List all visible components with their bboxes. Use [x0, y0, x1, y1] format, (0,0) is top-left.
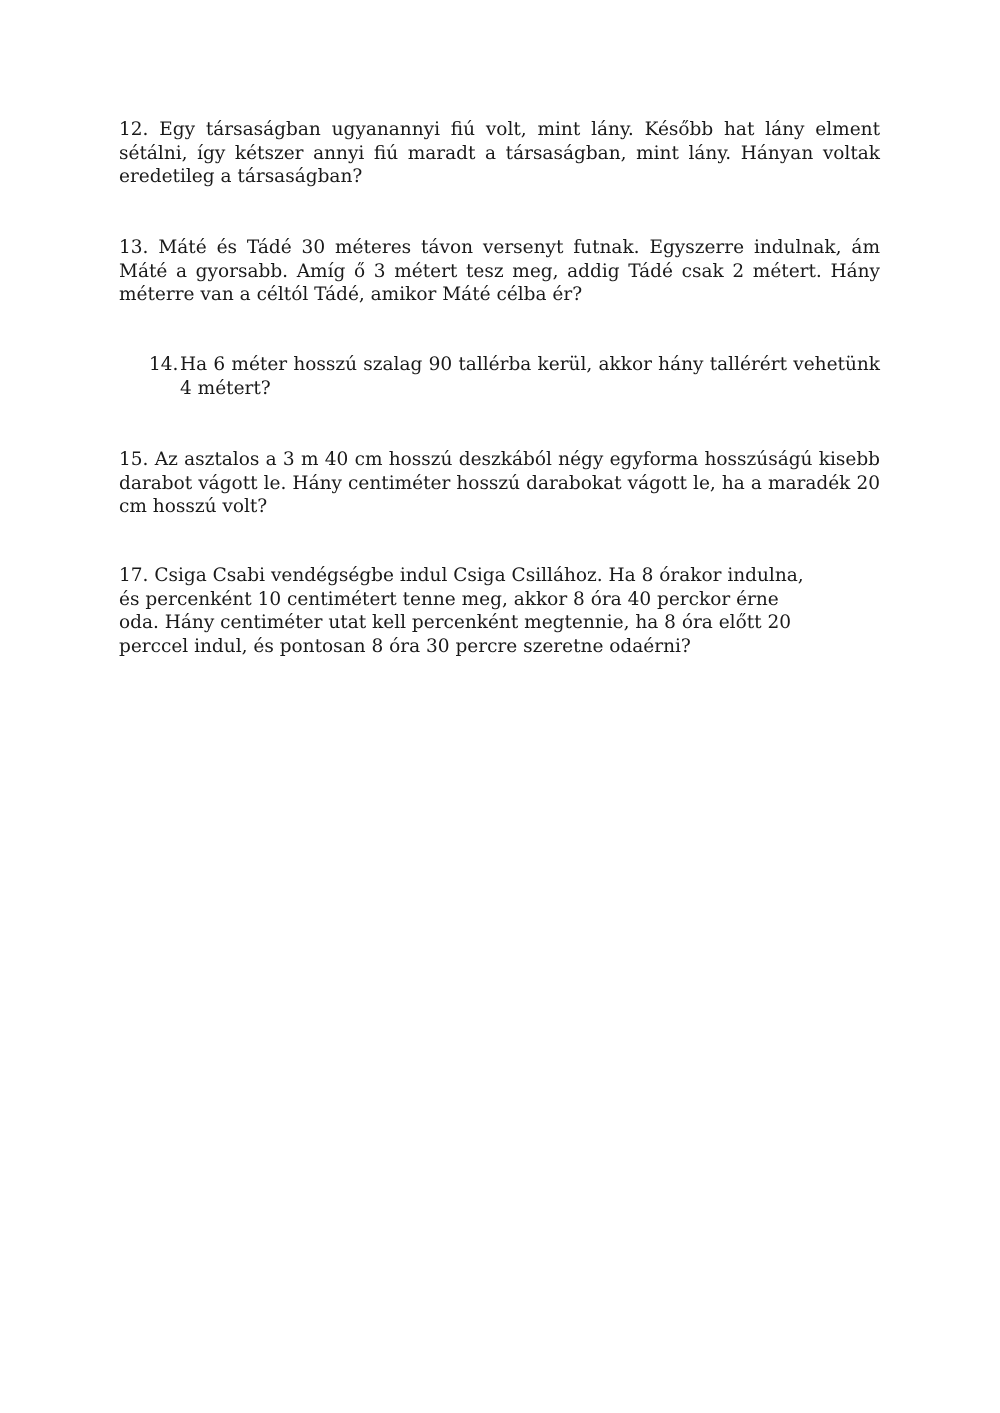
problem-text: Ha 6 méter hosszú szalag 90 tallérba kerül, akkor hány tallérért vehetünk 4 métert? [180, 354, 880, 399]
problem-number: 14. [149, 354, 179, 375]
problem-number: 13. [119, 237, 149, 258]
problem-15 [119, 448, 880, 519]
problem-text: Az asztalos a 3 m 40 cm hosszú deszkából négy egyforma hosszúságú kisebb darabot vágott le. Hány centiméter hosszú darabokat vágott le, ha a maradék 20 cm hosszú volt? [119, 449, 880, 517]
problem-text: Egy társaságban ugyanannyi fiú volt, mint lány. Később hat lány elment sétálni, így kétszer annyi fiú maradt a társaságban, mint lány. Hányan voltak eredetileg a társaságban? [119, 119, 880, 187]
problem-number: 12. [119, 119, 149, 140]
problem-17 [119, 564, 819, 658]
problem-text: Máté és Tádé 30 méteres távon versenyt futnak. Egyszerre indulnak, ám Máté a gyorsabb. Amíg ő 3 métert tesz meg, addig Tádé csak 2 métert. Hány méterre van a céltól Tádé, amikor Máté célba ér? [119, 237, 880, 305]
problem-13 [119, 236, 880, 307]
problem-12 [119, 118, 880, 189]
problem-14 [149, 353, 880, 400]
problem-number: 15. [119, 449, 149, 470]
problem-number: 17. [119, 565, 149, 586]
problem-text: Csiga Csabi vendégségbe indul Csiga Csillához. Ha 8 órakor indulna, és percenként 10 centimétert tenne meg, akkor 8 óra 40 perckor érne oda. Hány centiméter utat kell percenként megtennie, ha 8 óra előtt 20 perccel indul, és pontosan 8 óra 30 percre szeretne odaérni? [119, 565, 804, 657]
